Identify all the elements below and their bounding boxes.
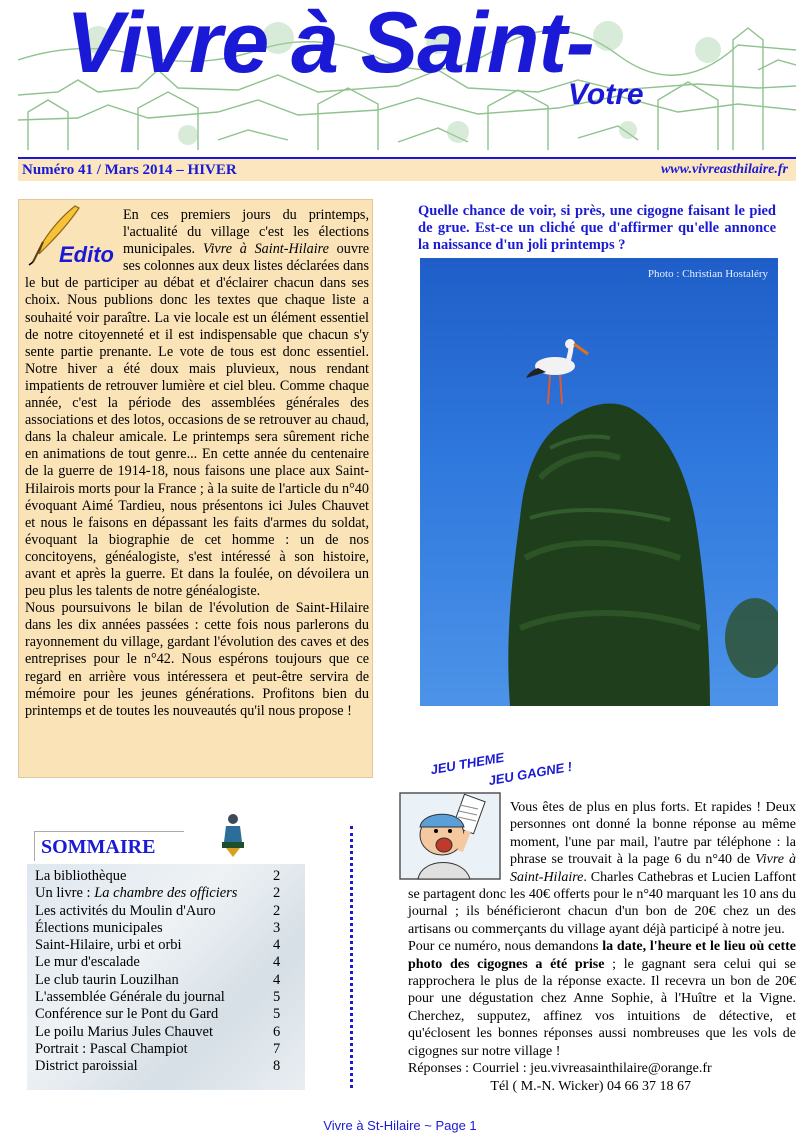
- jeu-phone: Tél ( M.-N. Wicker) 04 66 37 18 67: [490, 1078, 691, 1094]
- sommaire-item-text: District paroissial: [35, 1058, 138, 1075]
- sommaire-item-text: Le club taurin Louzilhan: [35, 971, 179, 988]
- sommaire-item-text: Élections municipales: [35, 919, 163, 936]
- sommaire-item-label: [35, 1006, 218, 1023]
- issue-bar: [18, 157, 796, 181]
- sommaire-item-label: [35, 1041, 188, 1058]
- sommaire-item-page: 5: [273, 989, 281, 1006]
- jeu-paragraph1-end: . Charles Cathebras et Lucien Laffont se partagent donc les 40€ offerts pour le n°40 marquant les 10 ans du journal ; ils bénéficieront chacun d'un bon de 20€ chez un des artisans ou commerçants du village ayant déjà participé à notre jeu.: [408, 869, 796, 937]
- pen-figure-icon: [218, 812, 248, 858]
- sommaire-item-label: [35, 868, 126, 885]
- jeu-title: [429, 744, 620, 789]
- sommaire-item-label: [35, 972, 179, 989]
- sommaire-item[interactable]: [35, 972, 301, 989]
- sommaire-item[interactable]: [35, 954, 301, 971]
- sommaire-item-page: 2: [273, 902, 281, 919]
- masthead-title: Vivre à Saint-: [66, 0, 594, 91]
- sommaire-item-italic-title: La chambre des officiers: [94, 885, 238, 902]
- sommaire-item-label: [35, 954, 140, 971]
- sommaire-item-text: Conférence sur le Pont du Gard: [35, 1006, 219, 1023]
- cypress-tree-stork-image: [420, 258, 778, 706]
- sommaire-item-page: 2: [273, 885, 281, 902]
- jeu-illustration: [398, 791, 502, 881]
- sommaire-item-text: Le poilu Marius Jules Chauvet: [35, 1023, 214, 1040]
- sommaire-item-text: Saint-Hilaire, urbi et orbi: [35, 937, 182, 954]
- edito-box: [18, 199, 373, 778]
- page-footer: Vivre à St-Hilaire ~ Page 1: [323, 1118, 477, 1133]
- edito-label: Edito: [59, 242, 114, 267]
- sommaire-item-text: La bibliothèque: [35, 868, 127, 884]
- photo-caption: Quelle chance de voir, si près, une cigogne faisant le pied de grue. Est-ce un cliché que d'affirmer qu'elle annonce la naissance d'un joli printemps ?: [418, 203, 776, 253]
- jeu-journal-name: Vivre à Saint-Hilaire: [510, 852, 796, 885]
- sommaire-item-label: [35, 903, 216, 920]
- sommaire-item-label: [35, 1058, 138, 1075]
- jeu-title-line1: JEU THEME: [429, 749, 506, 778]
- jeu-paragraph2-end: ; le gagnant sera celui qui se rapprochera le plus de la réponse exacte. Il recevra un bon de 20€ pour une dégustation chez Anne Sophie, à l'Huître et la Vigne. Cherchez, supputez, affinez vos intuitions de détective, et qu'éclosent les bonnes réponses aussi nombreuses que les vols de cigognes sur notre village !: [408, 956, 796, 1059]
- sommaire-item[interactable]: [35, 868, 301, 885]
- edito-paragraph1-end: ouvre ses colonnes aux deux listes déclarées dans le but de participer au débat et d'éclairer chacun dans ses choix. Nous publions donc les textes que chaque liste a souhaité voir paraître. La vie locale est un élément essentiel de notre citoyenneté et il est indispensable que chacun s'y sente partie prenante. Le vote de tous est donc essentiel. Notre hiver a été doux mais pluvieux, nous rendant impatients de retrouver lumière et ciel bleu. Comme chaque année, c'est la période des assemblées générales des associations et des lotos, occasions de se retrouver au chaud, dans la chaleur amicale. Le printemps sera sûrement riche en animations de tout genre... En cette année du centenaire de la guerre de 1914-18, nous faisons une place aux Saint-Hilairois morts pour la France ; à la suite de l'article du n°40 évoquant Aimé Tardieu, nous présentons ici Jules Chauvet et nous le faisons en dépassant les faits d'armes du soldat, évoquant la biographie de cet homme : un de nos concitoyens, généalogiste, s'est intéressé à son histoire, avant et après la guerre. Et dans la foulée, on dévoilera un peu plus les talents de notre généalogiste.: [25, 241, 369, 600]
- sommaire-item-text: Un livre :: [35, 885, 95, 902]
- sommaire-item-page: 4: [273, 971, 281, 988]
- sommaire-item-page: 6: [273, 1023, 281, 1040]
- sommaire-item-label: [35, 885, 237, 902]
- sommaire-header: [34, 831, 184, 861]
- sommaire-title: SOMMAIRE: [41, 836, 156, 858]
- sommaire-item[interactable]: [35, 903, 301, 920]
- sommaire-item-text: Portrait : Pascal Champiot: [35, 1040, 188, 1057]
- jeu-responses-email: Réponses : Courriel : jeu.vivreasainthilaire@orange.fr: [408, 1061, 712, 1077]
- edito-journal-name: Vivre à Saint-Hilaire: [202, 241, 329, 258]
- jeu-paragraph2-start: Pour ce numéro, nous demandons: [408, 939, 603, 955]
- sommaire-item[interactable]: [35, 937, 301, 954]
- sommaire-item[interactable]: [35, 1024, 301, 1041]
- website-link[interactable]: www.vivreasthilaire.fr: [660, 162, 788, 177]
- sommaire-item[interactable]: [35, 1006, 301, 1023]
- column-divider: [350, 826, 354, 1088]
- sommaire-item-page: 8: [273, 1058, 281, 1075]
- edito-text: [25, 207, 369, 720]
- sommaire-item-text: Le mur d'escalade: [35, 954, 140, 971]
- masthead-subtitle: Votre: [568, 78, 644, 111]
- sommaire-item-page: 5: [273, 1006, 281, 1023]
- sommaire-item-label: [35, 1024, 213, 1041]
- edito-paragraph1-start: En ces premiers jours du printemps, l'actualité du village c'est les élections municipales.: [123, 207, 369, 258]
- masthead: [18, 0, 796, 152]
- sommaire-item-label: [35, 920, 163, 937]
- sommaire-item-text: Les activités du Moulin d'Auro: [35, 902, 216, 919]
- sommaire-item-label: [35, 989, 225, 1006]
- sommaire-list: [27, 864, 305, 1090]
- sommaire-item-page: 2: [273, 868, 281, 884]
- photo-credit: Photo : Christian Hostaléry: [647, 268, 768, 280]
- sommaire-item[interactable]: [35, 920, 301, 937]
- sommaire-item[interactable]: [35, 989, 301, 1006]
- sommaire-item-label: [35, 937, 182, 954]
- shouting-boy-newspaper-icon: [398, 791, 502, 881]
- edito-header: [25, 204, 121, 272]
- sommaire-item[interactable]: [35, 1041, 301, 1058]
- sommaire-item-page: 7: [273, 1040, 281, 1057]
- jeu-paragraph1-start: Vous êtes de plus en plus forts. Et rapides ! Deux personnes ont donné la bonne réponse au même moment, l'une par mail, l'autre par téléphone : la phrase se trouvait à la page 6 du n°40 de: [510, 800, 796, 868]
- stork-icon: [526, 339, 588, 404]
- jeu-title-line2: JEU GAGNE !: [487, 758, 574, 789]
- sommaire-item[interactable]: [35, 885, 301, 902]
- edito-paragraph2: Nous poursuivons le bilan de l'évolution de Saint-Hilaire dans les dix années passées : cette fois nous parlerons du rayonnement du village, gardant l'évolution des caves et des entreprises pour le n°42. Nous espérons toujours que ce regard en arrière vous intéressera et peut-être servira de mémoire pour les jeunes générations. Profitons bien du printemps et de toutes les nouveautés qu'il nous propose !: [25, 600, 369, 719]
- jeu-question: la date, l'heure et le lieu où cette photo des cigognes a été prise: [408, 939, 796, 972]
- issue-number: Numéro 41 / Mars 2014 – HIVER: [22, 161, 237, 178]
- sommaire-item-page: 3: [273, 919, 281, 936]
- sommaire-item-text: L'assemblée Générale du journal: [35, 989, 225, 1006]
- stork-photo: [420, 258, 778, 706]
- sommaire-item-page: 4: [273, 937, 281, 954]
- sommaire-item[interactable]: [35, 1058, 301, 1075]
- sommaire-item-page: 4: [273, 954, 281, 971]
